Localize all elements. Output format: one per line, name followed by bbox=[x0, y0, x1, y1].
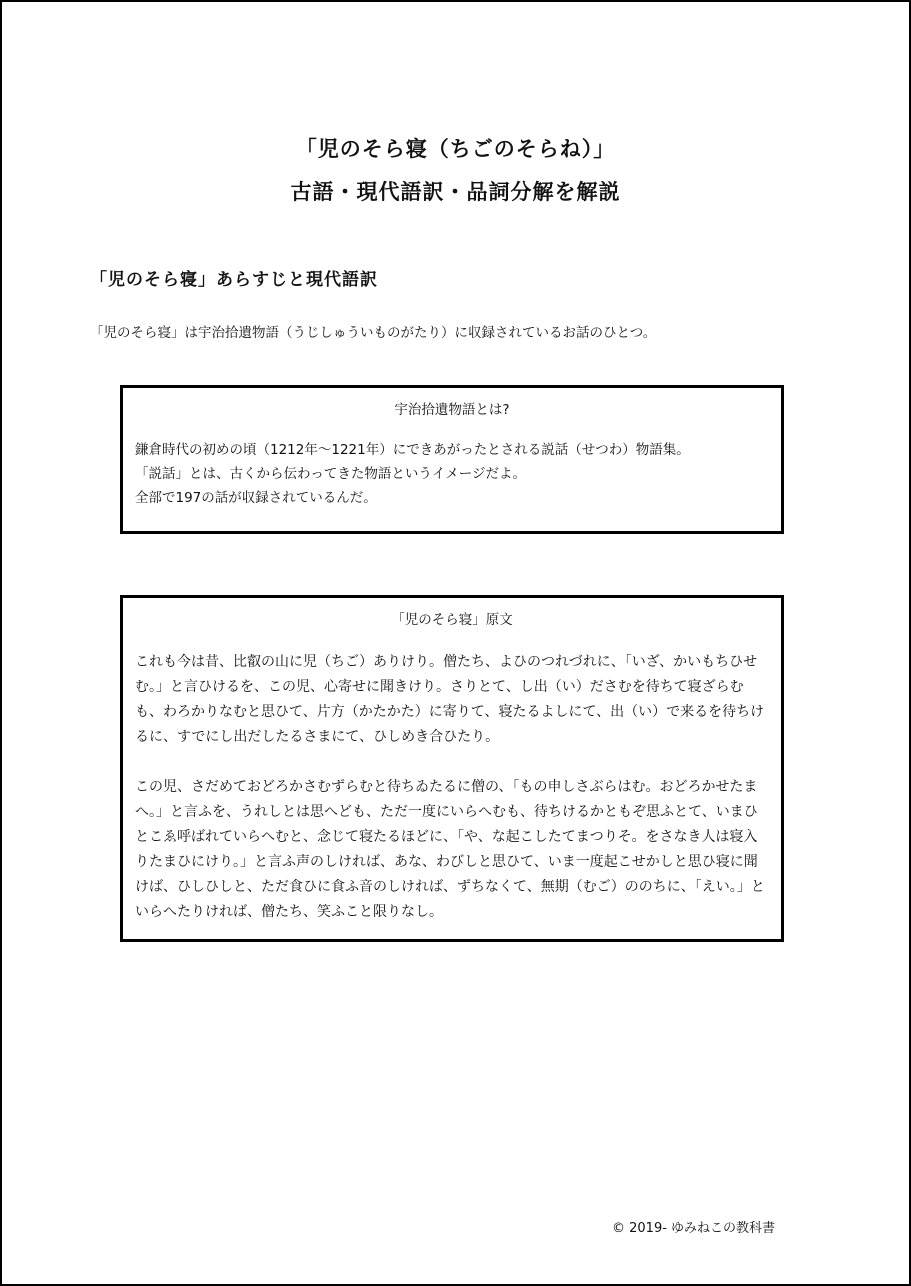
original-box-title: 「児のそら寝」原文 bbox=[391, 612, 513, 628]
original-paragraph: この児、さだめておどろかさむずらむと待ちゐたるに僧の、「もの申しさぶらはむ。おどろかせたまへ。」と言ふを、うれしとは思へども、ただ一度にいらへむも、待ちけるかともぞ思ふとて、いまひとこゑ呼ばれていらへむと、念じて寝たるほどに、「や、な起こしたてまつりそ。をさなき人は寝入りたまひにけり。」と言ふ声のしければ、あな、わびしと思ひて、いま一度起こせかしと思ひ寝に聞けば、ひしひしと、ただ食ひに食ふ音のしければ、ずちなくて、無期（むご）ののちに、「えい。」といらへたりければ、僧たち、笑ふこと限りなし。 bbox=[135, 779, 765, 920]
original-text-box bbox=[120, 595, 784, 942]
info-box bbox=[120, 385, 784, 534]
original-paragraph: これも今は昔、比叡の山に児（ちご）ありけり。僧たち、よひのつれづれに、「いざ、かいもちひせむ。」と言ひけるを、この児、心寄せに聞きけり。さりとて、し出（い）ださむを待ちて寝ざらむも、わろかりなむと思ひて、片方（かたかた）に寄りて、寝たるよしにて、出（い）で来るを待ちけるに、すでにし出だしたるさまにて、ひしめき合ひたり。 bbox=[135, 654, 765, 745]
info-line: 鎌倉時代の初めの頃（1212年～1221年）にできあがったとされる説話（せつわ）物語集。 bbox=[135, 442, 690, 458]
info-line: 全部で197の話が収録されているんだ。 bbox=[135, 490, 377, 506]
info-box-title: 宇治拾遺物語とは? bbox=[394, 402, 510, 418]
info-line: 「説話」とは、古くから伝わってきた物語というイメージだよ。 bbox=[135, 466, 526, 482]
info-box-body bbox=[135, 438, 769, 510]
page-title-line2: 古語・現代語訳・品詞分解を解説 bbox=[290, 180, 621, 204]
section-heading: 「児のそら寝」あらすじと現代語訳 bbox=[90, 270, 378, 290]
intro-text: 「児のそら寝」は宇治拾遺物語（うじしゅういものがたり）に収録されているお話のひとつ。 bbox=[90, 325, 657, 341]
page-title-line1: 「児のそら寝（ちごのそらね）」 bbox=[295, 137, 616, 161]
copyright-footer: © 2019- ゆみねこの教科書 bbox=[612, 1221, 776, 1236]
